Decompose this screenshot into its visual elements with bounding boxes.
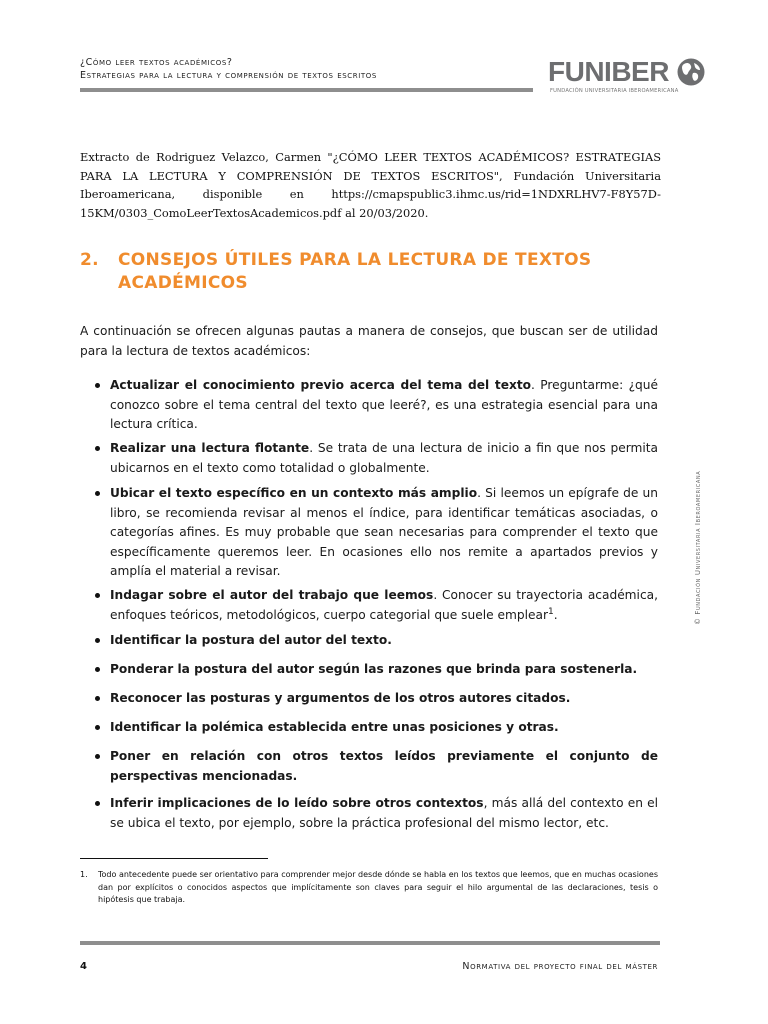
bullet-icon: [95, 754, 100, 759]
list-item-rest: .: [292, 768, 298, 783]
page-number: 4: [80, 961, 87, 972]
list-item-text: [110, 660, 658, 680]
bullet-icon: [95, 725, 100, 730]
bullet-icon: [95, 491, 100, 496]
copyright-sidebar: [694, 455, 706, 625]
bullet-icon: [95, 667, 100, 672]
section-title: CONSEJOS ÚTILES PARA LA LECTURA DE TEXTOS ACADÉMICOS: [118, 250, 592, 293]
footer-title: Normativa del proyecto final del máster: [462, 961, 658, 972]
header-subtitle: Estrategias para la lectura y comprensión de textos escritos: [80, 70, 377, 81]
list-item-rest: . Se trata de una lectura de inicio a fin que nos permita ubicarnos en el texto como totalidad o globalmente.: [110, 441, 658, 475]
header-rule: [80, 88, 533, 92]
logo-wordmark: FUNIBER: [548, 56, 669, 87]
list-item-bold: Identificar la postura del autor del texto: [110, 633, 388, 647]
list-item-bold: Ubicar el texto específico en un contexto más amplio: [110, 486, 478, 500]
list-item-bold: Reconocer las posturas y argumentos de los otros autores citados: [110, 691, 566, 705]
bullet-icon: [95, 696, 100, 701]
bullet-icon: [95, 593, 100, 598]
list-item-rest: .: [554, 720, 559, 734]
header-title: ¿Cómo leer textos académicos?: [80, 57, 233, 68]
list-item-text: [110, 631, 658, 651]
list-item-bold: Indagar sobre el autor del trabajo que leemos: [110, 588, 434, 602]
list-item-text: [110, 718, 658, 738]
list-item-text: [110, 484, 658, 582]
list-item-text: [110, 747, 658, 786]
copyright-text: © Fundación Universitaria Iberoamericana: [694, 470, 702, 625]
bullet-icon: [95, 446, 100, 451]
logo: [548, 57, 708, 99]
list-item-rest: . Si leemos un epígrafe de un libro, se recomienda revisar al menos el índice, para identificar temáticas asociadas, o categorías afines. Es muy probable que sean necesarias para comprender el texto que específicamente queremos leer. En ocasiones ello nos remite a apartados previos y amplía el material a revisar.: [110, 486, 658, 578]
footnote-number: 1.: [80, 870, 88, 879]
list-item: [95, 586, 658, 625]
list-item-text: [110, 376, 658, 435]
list-item-bold: Inferir implicaciones de lo leído sobre otros contextos: [110, 796, 484, 810]
list-item-bold: Poner en relación con otros textos leídos previamente el conjunto de perspectivas mencionadas: [110, 749, 658, 783]
list-item-rest: .: [565, 691, 571, 705]
list-item-bold: Realizar una lectura flotante: [110, 441, 310, 455]
list-item-bold: Actualizar el conocimiento previo acerca del tema del texto: [110, 378, 532, 392]
list-item-bold: Ponderar la postura del autor según las razones que brinda para sostenerla: [110, 662, 633, 676]
list-item: [95, 631, 658, 651]
list-item: [95, 689, 658, 709]
list-item-bold: Identificar la polémica establecida entre unas posiciones y otras: [110, 720, 555, 734]
footnote-rule: [80, 858, 268, 859]
list-item-rest: .: [387, 633, 392, 647]
list-item-rest: , más allá del contexto en el se ubica el texto, por ejemplo, sobre la práctica profesional del mismo lector, etc.: [110, 796, 658, 830]
intro-paragraph: A continuación se ofrecen algunas pautas a manera de consejos, que buscan ser de utilidad para la lectura de textos académicos:: [80, 324, 658, 358]
footnote-ref: 1: [547, 606, 554, 617]
list-item: [95, 794, 658, 833]
globe-icon: [676, 57, 706, 87]
bullet-icon: [95, 801, 100, 806]
footer-rule: [80, 941, 660, 945]
bullet-icon: [95, 638, 100, 643]
section-number: 2.: [80, 250, 99, 270]
list-item-text: [110, 586, 658, 625]
list-item-text: [110, 794, 658, 833]
list-item-rest: .: [632, 662, 638, 676]
list-item: [95, 376, 658, 435]
bullet-icon: [95, 383, 100, 388]
list-item: [95, 718, 658, 738]
list-item-text: [110, 689, 658, 709]
footnote: [80, 869, 658, 907]
logo-subtitle: FUNDACIÓN UNIVERSITARIA IBEROAMERICANA: [550, 88, 679, 94]
list-item-rest: . Conocer su trayectoria académica, enfoques teóricos, metodológicos, cuerpo categorial que suele emplear: [110, 588, 658, 622]
source-extract: Extracto de Rodriguez Velazco, Carmen "¿CÓMO LEER TEXTOS ACADÉMICOS? ESTRATEGIAS PARA LA LECTURA Y COMPRENSIÓN DE TEXTOS ESCRITOS", Fundación Universitaria Iberoamericana, disponible en https://cmapspublic3.ihmc.us/rid=1NDXRLHV7-F8Y57D-15KM/0303_ComoLeerTextosAcademicos.pdf al 20/03/2020.: [80, 150, 661, 220]
list-item-tail: .: [553, 607, 558, 622]
list-item: [95, 484, 658, 582]
list-item-rest: . Preguntarme: ¿qué conozco sobre el tema central del texto que leeré?, es una estrategia esencial para una lectura crítica.: [110, 378, 658, 431]
list-item-text: [110, 439, 658, 478]
footnote-text: Todo antecedente puede ser orientativo para comprender mejor desde dónde se habla en los textos que leemos, que en muchas ocasiones dan por explícitos o conocidos aspectos que implícitamente son claves para seguir el hilo argumental de las declaraciones, tesis o hipótesis que trabaja.: [98, 870, 658, 904]
list-item: [95, 747, 658, 786]
list-item: [95, 660, 658, 680]
list-item: [95, 439, 658, 478]
